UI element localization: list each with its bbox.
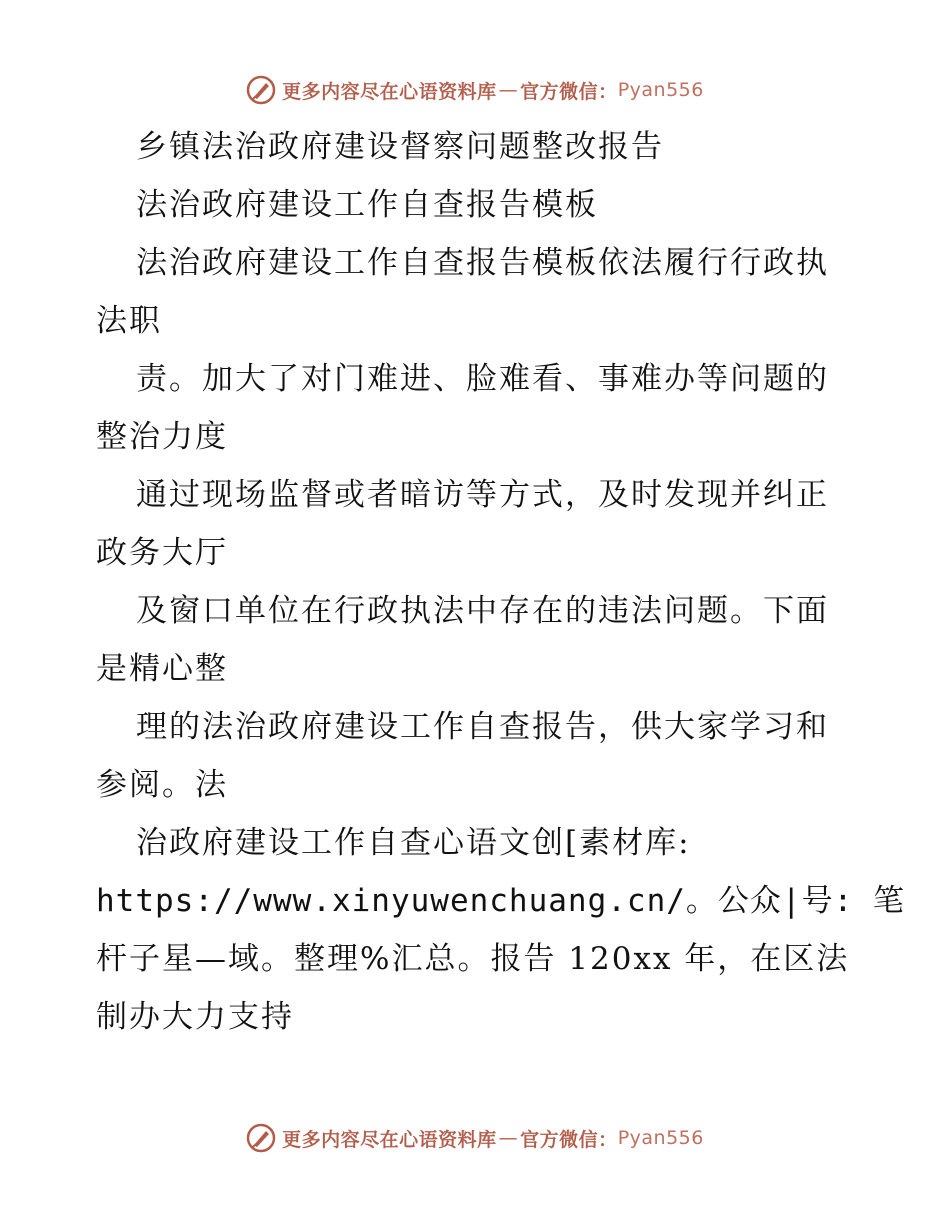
watermark-separator: — <box>498 79 519 101</box>
document-line: 及窗口单位在行政执法中存在的违法问题。下面 <box>136 593 829 629</box>
document-line: 制办大力支持 <box>96 999 294 1035</box>
document-line: 法职 <box>96 303 162 339</box>
document-line: 是精心整 <box>96 651 228 687</box>
header-watermark <box>0 70 950 110</box>
document-body <box>96 118 905 1046</box>
watermark-text: 更多内容尽在心语资料库 <box>282 1128 497 1151</box>
watermark-account-id: Pyan556 <box>617 79 704 101</box>
watermark-text: 更多内容尽在心语资料库 <box>282 80 497 103</box>
document-line: 乡镇法治政府建设督察问题整改报告 <box>136 129 664 165</box>
watermark-account-label: 官方微信： <box>520 80 618 103</box>
document-line: 治政府建设工作自查心语文创[素材库: <box>136 825 691 861</box>
footer-watermark <box>0 1118 950 1158</box>
document-line: 杆子星—域。整理%汇总。报告 120xx 年，在区法 <box>96 941 850 977</box>
watermark-account-label: 官方微信： <box>520 1128 618 1151</box>
document-line: 责。加大了对门难进、脸难看、事难办等问题的 <box>136 361 829 397</box>
document-line: https://www.xinyuwenchuang.cn/。公众|号: 笔 <box>96 883 905 919</box>
document-line: 整治力度 <box>96 419 228 455</box>
watermark-account-id: Pyan556 <box>617 1127 704 1149</box>
document-line: 法治政府建设工作自查报告模板 <box>136 187 598 223</box>
document-line: 通过现场监督或者暗访等方式，及时发现并纠正 <box>136 477 829 513</box>
document-line: 法治政府建设工作自查报告模板依法履行行政执 <box>136 245 829 281</box>
watermark-separator: — <box>498 1127 519 1149</box>
document-line: 理的法治政府建设工作自查报告，供大家学习和 <box>136 709 829 745</box>
quill-logo-icon <box>246 1123 276 1153</box>
quill-logo-icon <box>246 75 276 105</box>
document-line: 参阅。法 <box>96 767 228 803</box>
document-line: 政务大厅 <box>96 535 228 571</box>
